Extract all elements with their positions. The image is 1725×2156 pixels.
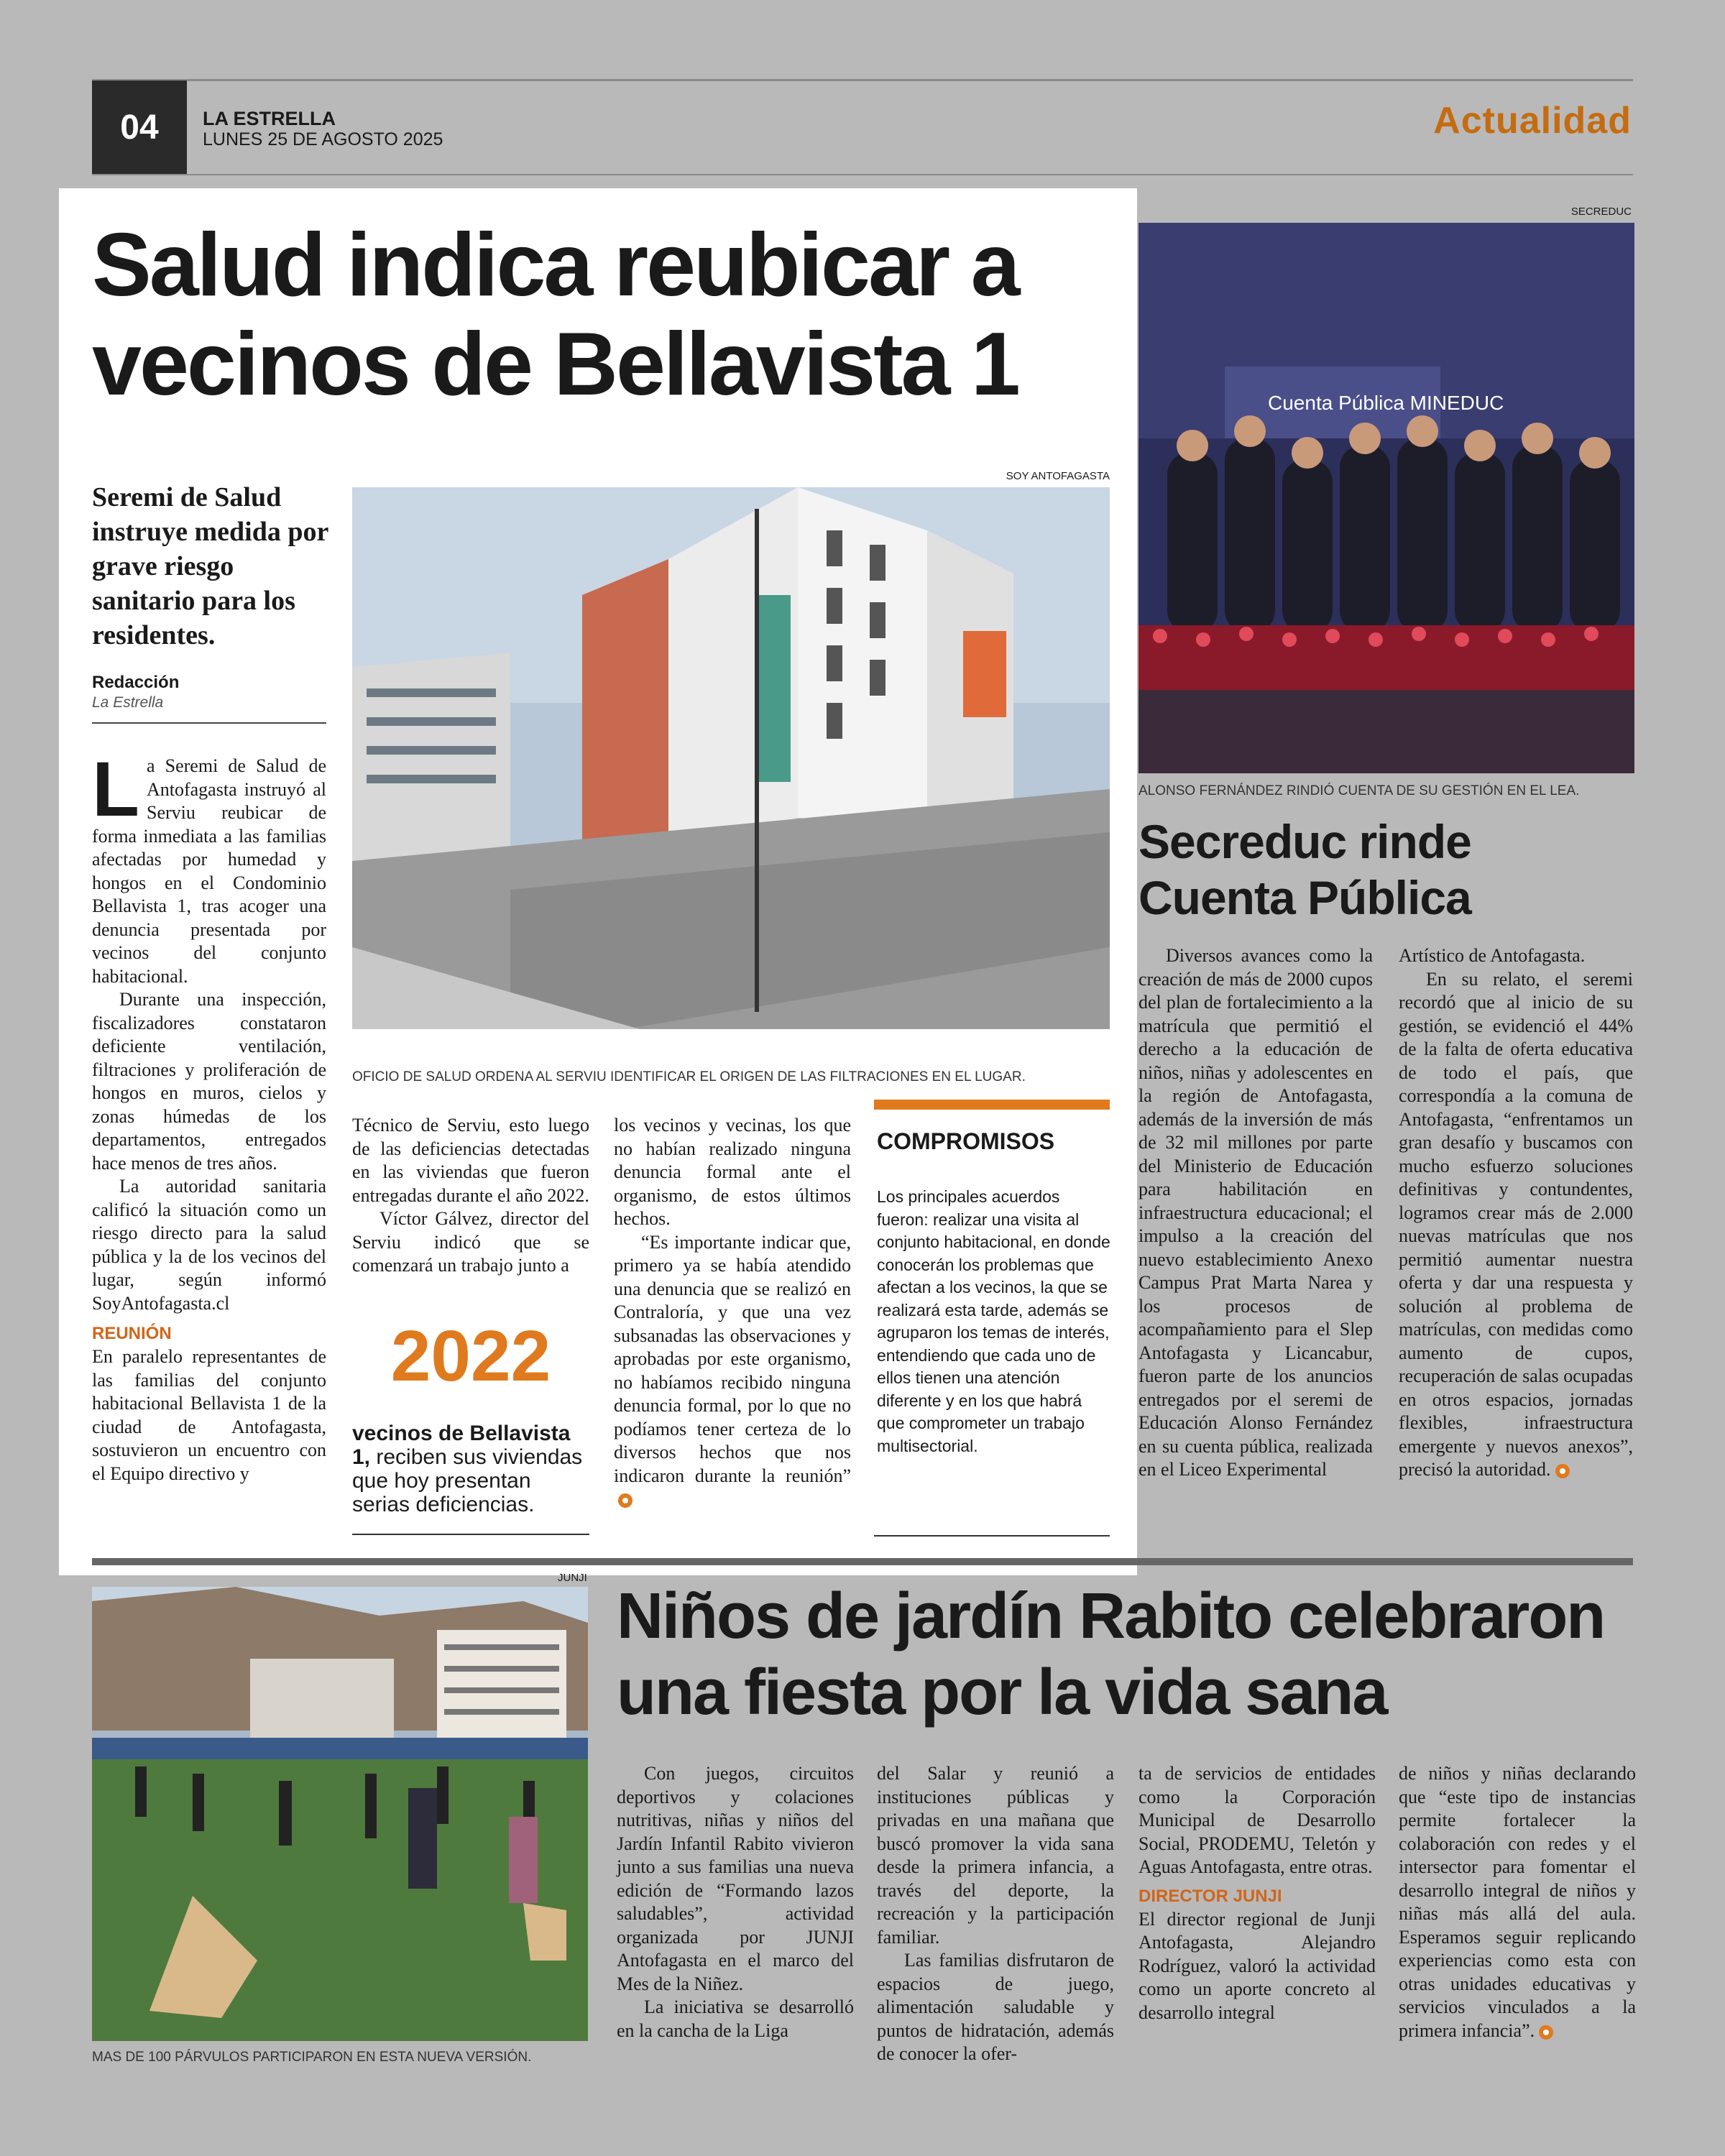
paragraph: En paralelo representantes de las familias del conjunto habitacional Bellavista 1 de la ciudad de Antofagasta, sostuvieron un encuentro con el Equipo directivo y bbox=[92, 1346, 326, 1484]
paragraph: “Es importante indicar que, primero ya se había atendido una denuncia que se realizó en Contraloría, y que una vez subsanadas las observaciones y aprobadas por este organismo, no habíamos recibido ninguna denuncia formal, por lo que no podíamos tener certeza de lo diversos hechos que nos indicaron durante la reunión” bbox=[614, 1231, 851, 1511]
paragraph: La iniciativa se desarrolló en la cancha de la Liga bbox=[617, 1996, 854, 2041]
paragraph: de niños y niñas declarando que “este tipo de instancias permite fortalecer la colaboración con redes y el intersector para fomentar el desarrollo integral de niños y niñas más allá del aula. Esperamos seguir replicando experiencias como esta con otras unidades educativas y servicios vinculados a la primera infancia”. bbox=[1399, 1763, 1636, 2041]
paragraph: El director regional de Junji Antofagasta, Alejandro Rodríguez, valoró la actividad como un aporte concreto al desarrollo integral bbox=[1138, 1908, 1376, 2023]
end-mark-icon bbox=[618, 1493, 632, 1508]
section-divider bbox=[92, 1558, 1633, 1565]
right-column-1 bbox=[1138, 944, 1373, 1482]
bottom-headline: Niños de jardín Rabito celebraron una fiesta por la vida sana bbox=[617, 1580, 1605, 1728]
byline-source: La Estrella bbox=[92, 694, 164, 711]
box-accent-bar bbox=[874, 1100, 1110, 1110]
paragraph: Diversos avances como la creación de más de 2000 cupos del plan de fortalecimiento a la matrícula que permitió el derecho a la educación de niños, niñas y adolescentes en la región de Antofagasta, además de la inversión de más de 32 mil millones por parte del Ministerio de Educación para habilitación en infraestructura educacional; el impulso a la creación del nuevo establecimiento Anexo Campus Prat Marta Narea y los procesos de acompañamiento para el Slep Antofagasta y Licancabur, fueron parte de los anuncios entregados por el seremi de Educación Alonso Fernández en su cuenta pública, realizada en el Liceo Experimental bbox=[1138, 945, 1373, 1480]
header-top-rule bbox=[92, 79, 1633, 81]
box-title: COMPROMISOS bbox=[877, 1128, 1055, 1154]
paragraph: Durante una inspección, fiscalizadores constataron deficiente ventilación, filtraciones y proliferación de hongos en muros, cielos y zonas húmedas de los departamentos, entregados hace menos de tres años. bbox=[92, 989, 326, 1174]
end-mark-icon bbox=[1555, 1464, 1570, 1478]
secondary-headline: Secreduc rinde Cuenta Pública bbox=[1138, 815, 1471, 924]
photo-caption: ALONSO FERNÁNDEZ RINDIÓ CUENTA DE SU GESTIÓN EN EL LEA. bbox=[1138, 783, 1580, 798]
photo-credit: SECREDUC bbox=[1570, 206, 1632, 218]
paragraph: La Seremi de Salud de Antofagasta instruyó al Serviu reubicar de forma inmediata a las familias afectadas por humedad y hongos en el Condominio Bellavista 1, tras acoger una denuncia presentada por vecinos del conjunto habitacional. bbox=[92, 745, 326, 987]
main-column-3 bbox=[614, 1114, 851, 1511]
right-column-2 bbox=[1399, 944, 1633, 1482]
photo-credit: JUNJI bbox=[558, 1572, 587, 1584]
photo-caption: MAS DE 100 PÁRVULOS PARTICIPARON EN ESTA NUEVA VERSIÓN. bbox=[92, 2050, 532, 2065]
paragraph: En su relato, el seremi recordó que al inicio de su gestión, se evidenció el 44% de la falta de oferta educativa de todo el país, que correspondía a la comuna de Antofagasta, “enfrentamos un gran desafío y buscamos con mucho esfuerzo soluciones definitivas y contundentes, logramos crear más de 2.000 nuevas matrículas que nos permitió aumentar nuestra oferta y dar una respuesta y solución al problema de matrículas, con medidas como aumento de cupos, recuperación de salas ocupadas en otros espacios, jornadas flexibles, infraestructura emergente y nuevos anexos”, precisó la autoridad. bbox=[1399, 968, 1633, 1480]
main-column-2 bbox=[352, 1114, 589, 1278]
end-mark-icon bbox=[1539, 2025, 1553, 2040]
highlight-rule bbox=[352, 1534, 589, 1535]
photo-credit: SOY ANTOFAGASTA bbox=[1006, 470, 1110, 482]
paragraph: los vecinos y vecinas, los que no habían realizado ninguna denuncia formal ante el organismo, de estos últimos hechos. bbox=[614, 1115, 851, 1229]
paragraph: Técnico de Serviu, esto luego de las deficiencias detectadas en las viviendas que fueron entregadas durante el año 2022. bbox=[352, 1115, 589, 1206]
subheading: DIRECTOR JUNJI bbox=[1138, 1886, 1282, 1906]
paragraph: Con juegos, circuitos deportivos y colaciones nutritivas, niñas y niños del Jardín Infantil Rabito vivieron junto a sus familias una nueva edición de “Formando lazos saludables”, actividad organizada por JUNJI Antofagasta en el marco del Mes de la Niñez. bbox=[617, 1763, 854, 1994]
byline-author: Redacción bbox=[92, 673, 180, 692]
subheading: REUNIÓN bbox=[92, 1324, 172, 1343]
paragraph: Víctor Gálvez, director del Serviu indicó que se comenzará un trabajo junto a bbox=[352, 1208, 589, 1276]
bottom-column-4 bbox=[1399, 1762, 1636, 2042]
publication-date: LUNES 25 DE AGOSTO 2025 bbox=[203, 129, 443, 149]
byline-rule bbox=[92, 722, 326, 724]
event-photo bbox=[1138, 223, 1634, 773]
main-column-1 bbox=[92, 745, 326, 1485]
paragraph: ta de servicios de entidades como la Corporación Municipal de Desarrollo Social, PRODEMU, Teletón y Aguas Antofagasta, entre otras. bbox=[1138, 1763, 1376, 1877]
bottom-column-1 bbox=[617, 1762, 854, 2042]
page-number: 04 bbox=[92, 80, 187, 174]
playground-photo bbox=[92, 1587, 588, 2041]
publication-name: LA ESTRELLA bbox=[203, 108, 336, 129]
paragraph: Artístico de Antofagasta. bbox=[1399, 945, 1586, 966]
header-bottom-rule bbox=[92, 174, 1633, 175]
main-headline: Salud indica reubicar a vecinos de Bellavista 1 bbox=[92, 216, 1018, 414]
drop-cap: L bbox=[92, 745, 139, 832]
highlight-number: 2022 bbox=[390, 1316, 551, 1396]
stage-banner-text: Cuenta Pública MINEDUC bbox=[1268, 392, 1504, 414]
bottom-column-3 bbox=[1138, 1762, 1376, 2024]
main-deck: Seremi de Salud instruye medida por grave riesgo sanitario para los residentes. bbox=[92, 482, 328, 650]
section-title: Actualidad bbox=[1433, 100, 1632, 142]
bottom-column-2 bbox=[877, 1762, 1114, 2066]
paragraph: La autoridad sanitaria calificó la situación como un riesgo directo para la salud pública y la de los vecinos del lugar, según informó SoyAntofagasta.cl bbox=[92, 1176, 326, 1314]
paragraph: del Salar y reunió a instituciones públicas y privadas en una mañana que buscó promover la vida sana desde la primera infancia, a través del deporte, la recreación y la participación familiar. bbox=[877, 1763, 1114, 1948]
highlight-text: vecinos de Bellavista 1, reciben sus viviendas que hoy presentan serias deficiencias. bbox=[352, 1422, 583, 1516]
box-text: Los principales acuerdos fueron: realizar una visita al conjunto habitacional, en donde conocerán los problemas que afectan a los vecinos, la que se realizará esta tarde, además se agruparon los temas de interés, entendiendo que cada uno de ellos tienen una atención diferente y en los que habrá que comprometer un trabajo multisectorial. bbox=[877, 1187, 1110, 1455]
paragraph: Las familias disfrutaron de espacios de juego, alimentación saludable y puntos de hidratación, además de conocer la ofer- bbox=[877, 1950, 1114, 2064]
box-bottom-rule bbox=[874, 1535, 1110, 1537]
building-photo bbox=[352, 487, 1110, 1029]
photo-caption: OFICIO DE SALUD ORDENA AL SERVIU IDENTIFICAR EL ORIGEN DE LAS FILTRACIONES EN EL LUGAR. bbox=[352, 1069, 1026, 1084]
